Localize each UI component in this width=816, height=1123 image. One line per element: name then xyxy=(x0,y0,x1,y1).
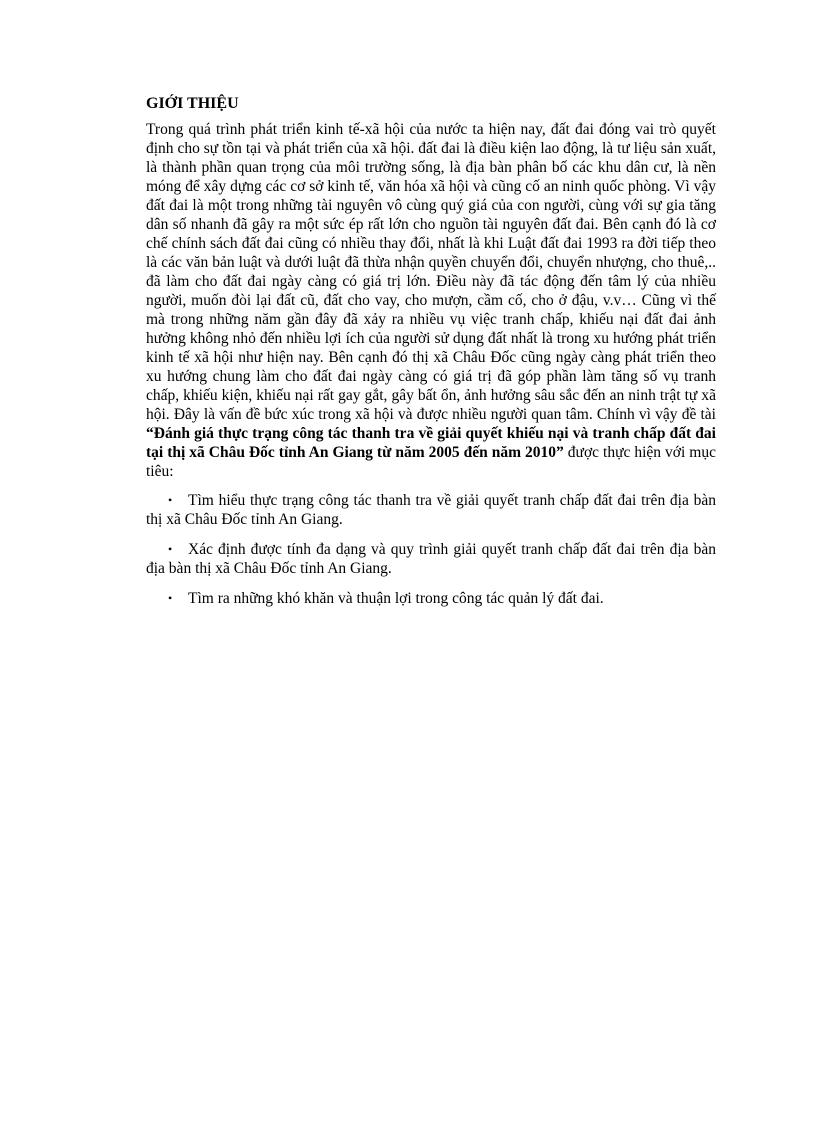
objective-text: Tìm hiểu thực trạng công tác thanh tra về giải quyết tranh chấp đất đai trên địa bàn thị xã Châu Đốc tỉnh An Giang. xyxy=(146,492,716,528)
bullet-icon: • xyxy=(168,493,173,507)
bullet-icon: • xyxy=(168,542,173,556)
thesis-title: “Đánh giá thực trạng công tác thanh tra về giải quyết khiếu nại và tranh chấp đất đai tại thị xã Châu Đốc tỉnh An Giang từ năm 2005 đến năm 2010” xyxy=(146,425,716,461)
objective-text: Tìm ra những khó khăn và thuận lợi trong công tác quản lý đất đai. xyxy=(188,590,604,607)
document-page xyxy=(146,94,716,619)
intro-text: Trong quá trình phát triển kinh tế-xã hội của nước ta hiện nay, đất đai đóng vai trò quyết định cho sự tồn tại và phát triển của xã hội. đất đai là điều kiện lao động, là tư liệu sản xuất, là thành phần quan trọng của môi trường sống, là địa bàn phân bố các khu dân cư, là nền móng để xây dựng các cơ sở kinh tế, văn hóa xã hội và cũng cố an ninh quốc phòng. Vì vậy đất đai là một trong những tài nguyên vô cùng quý giá của con người, cùng với sự gia tăng dân số nhanh đã gây ra một sức ép rất lớn cho nguồn tài nguyên đất đai. Bên cạnh đó là cơ chế chính sách đất đai cũng có nhiều thay đổi, nhất là khi Luật đất đai 1993 ra đời tiếp theo là các văn bản luật và dưới luật đã thừa nhận quyền chuyển đổi, chuyển nhượng, cho thuê,.. đã làm cho đất đai ngày càng có giá trị lớn. Điều này đã tác động đến tâm lý của nhiều người, muốn đòi lại đất cũ, đất cho vay, cho mượn, cầm cố, cho ở đậu, v.v… Cũng vì thế mà trong những năm gần đây đã xảy ra nhiều vụ việc tranh chấp, khiếu nại đất đai ảnh hưởng không nhỏ đến nhiều lợi ích của người sử dụng đất nhất là trong xu hướng phát triển kinh tế xã hội như hiện nay. Bên cạnh đó thị xã Châu Đốc cũng ngày càng phát triển theo xu hướng chung làm cho đất đai ngày càng có giá trị đã góp phần làm tăng số vụ tranh chấp, khiếu kiện, khiếu nại rất gay gắt, gây bất ổn, ảnh hưởng sâu sắc đến an ninh trật tự xã hội. Đây là vấn đề bức xúc trong xã hội và được nhiều người quan tâm. Chính vì vậy đề tài xyxy=(146,121,716,423)
bullet-icon: • xyxy=(168,591,173,605)
list-item xyxy=(146,540,716,578)
objectives-list xyxy=(146,491,716,608)
list-item xyxy=(146,491,716,529)
section-heading: GIỚI THIỆU xyxy=(146,95,239,112)
list-item xyxy=(146,589,716,608)
objective-text: Xác định được tính đa dạng và quy trình giải quyết tranh chấp đất đai trên địa bàn địa bàn thị xã Châu Đốc tỉnh An Giang. xyxy=(146,541,716,577)
closing-text: được thực hiện với mục tiêu: xyxy=(146,444,716,480)
intro-paragraph xyxy=(146,120,716,481)
